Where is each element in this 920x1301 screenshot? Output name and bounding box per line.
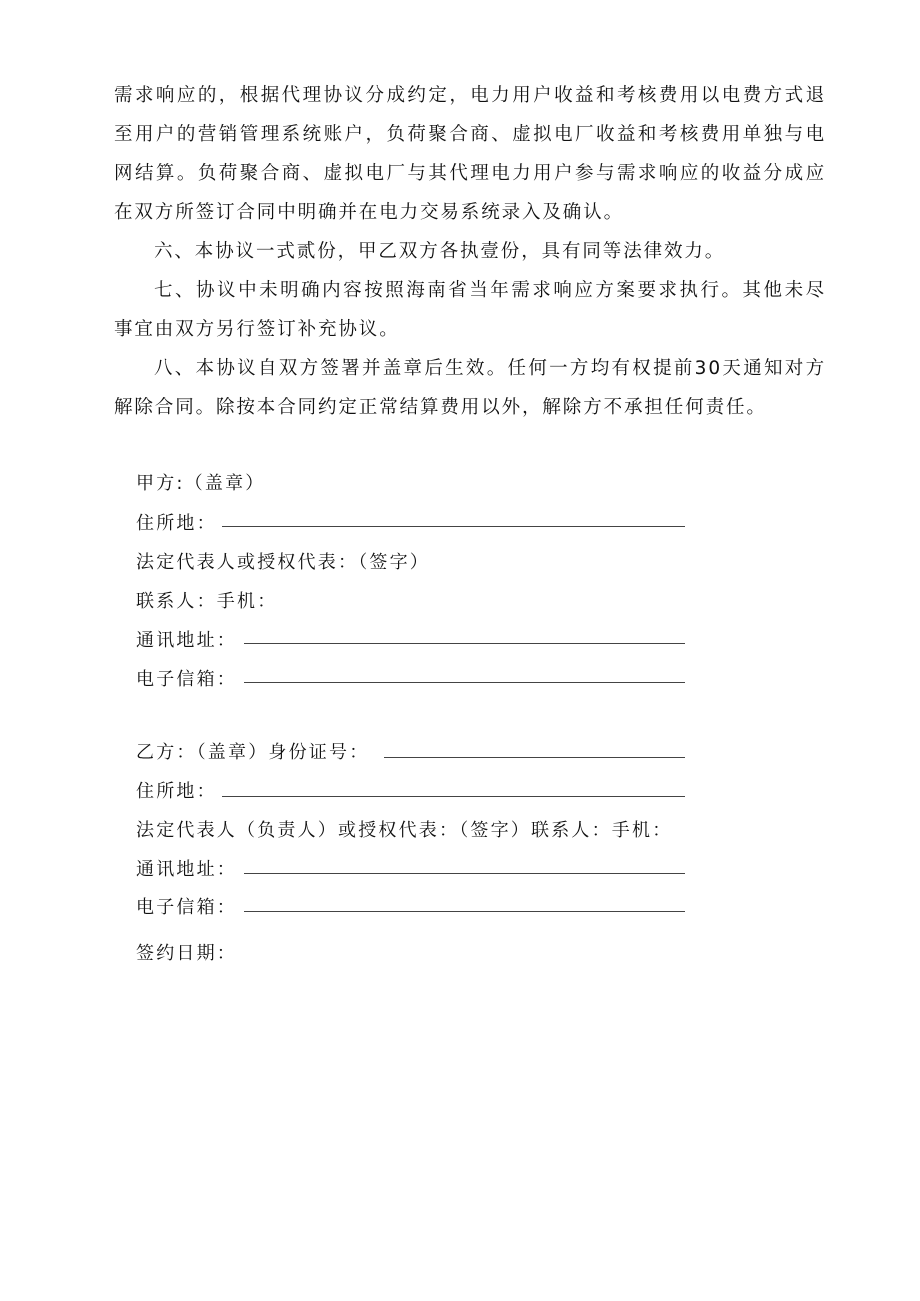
clause-continuation: 需求响应的，根据代理协议分成约定，电力用户收益和考核费用以电费方式退至用户的营销管理系统账户，负荷聚合商、虚拟电厂收益和考核费用单独与电网结算。负荷聚合商、虚拟电厂与其代理电力用户参与需求响应的收益分成应在双方所签订合同中明确并在电力交易系统录入及确认。 — [114, 85, 826, 223]
party-a-mailing-label: 通讯地址： — [136, 630, 237, 651]
clause-six: 六、本协议一式贰份，甲乙双方各执壹份，具有同等法律效力。 — [154, 241, 726, 262]
party-a-email-line — [244, 682, 685, 683]
agreement-body — [114, 76, 826, 427]
party-a-title: 甲方:（盖章） — [136, 473, 266, 494]
party-b-address-label: 住所地： — [136, 781, 217, 802]
party-b-email-label: 电子信箱： — [136, 897, 237, 918]
party-b-email-line — [244, 911, 685, 912]
sign-date-label: 签约日期： — [136, 943, 237, 964]
party-a-contact: 联系人：手机： — [136, 591, 278, 612]
party-a-address-label: 住所地： — [136, 513, 217, 534]
clause-seven: 七、协议中未明确内容按照海南省当年需求响应方案要求执行。其他未尽事宜由双方另行签订补充协议。 — [114, 280, 826, 340]
party-b-title: 乙方：（盖章）身份证号： — [136, 742, 370, 763]
party-a-address-line — [222, 526, 685, 527]
party-a-mailing-line — [244, 643, 685, 644]
party-b-id-line — [384, 757, 685, 758]
party-b-mailing-line — [244, 873, 685, 874]
party-a-representative: 法定代表人或授权代表：（签字） — [136, 552, 430, 573]
party-b-mailing-label: 通讯地址： — [136, 859, 237, 880]
clause-eight: 八、本协议自双方签署并盖章后生效。任何一方均有权提前30天通知对方解除合同。除按本合同约定正常结算费用以外，解除方不承担任何责任。 — [114, 358, 826, 418]
party-b-address-line — [222, 796, 685, 797]
party-a-email-label: 电子信箱： — [136, 669, 237, 690]
party-b-representative: 法定代表人（负责人）或授权代表：（签字）联系人：手机： — [136, 820, 673, 841]
